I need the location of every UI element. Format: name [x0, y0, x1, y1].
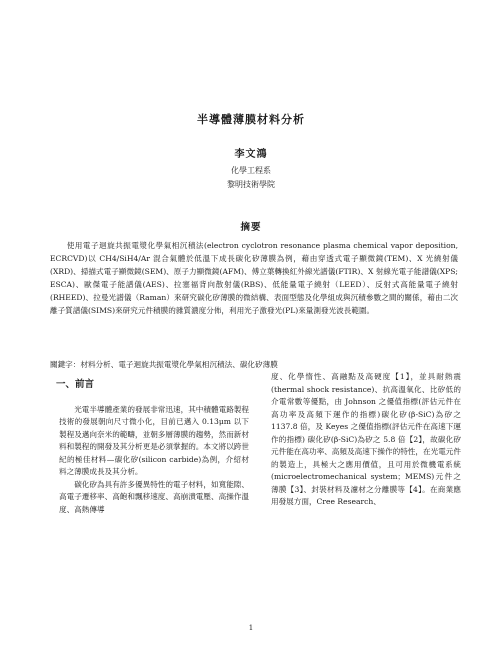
intro-paragraph-2: 碳化矽為具有許多優異特性的電子材料，如寬能隙、高電子遷移率、高飽和飄移速度、高崩潰電壓、高操作溫度、高熱傳導: [59, 479, 249, 514]
section-heading-introduction: 一、前言: [56, 379, 95, 390]
left-column: [56, 371, 249, 516]
paper-title: 半導體薄膜材料分析: [197, 113, 305, 126]
abstract-text: 使用電子迴旋共振電漿化學氣相沉積法(electron cyclotron resonance plasma chemical vapor deposition, ECRCVD)以 CH4/SiH4/Ar 混合氣體於低溫下成長碳化矽薄膜為例，藉由穿透式電子顯微鏡(TEM)、X 光繞射儀(XRD)、掃描式電子顯微鏡(SEM)、原子力顯微鏡(AFM)、傅立葉轉換紅外線光譜儀(FTIR)、X 射線光電子能譜儀(XPS; ESCA)、歐傑電子能譜儀(AES)、拉塞福背向散射儀(RBS)、低能量電子繞射（LEED）、反射式高能量電子繞射(RHEED)、拉曼光譜儀（Raman）來研究碳化矽薄膜的微結構、表面型態及化學組成與沉積參數之間的關係，藉由二次離子質譜儀(SIMS)來研究元件積膜的雜質濃度分佈，利用光子激發光(PL)來量測發光波長範圍。: [50, 241, 458, 316]
author-department: 化學工程系: [231, 166, 271, 175]
page-number: 1: [248, 624, 254, 632]
intro-continuation: 度、化學惰性、高融點及高硬度【1】，並具耐熱震(thermal shock resistance)、抗高溫氧化、比矽低的介電常數等優點，由 Johnson 之優值指標(評估元件在高功率及高頻下運作的指標)碳化矽(β-SiC)為矽之 1137.8 倍，及 Keyes 之優值指標(評估元件在高速下運作的指標) 碳化矽(β-SiC)為矽之 5.8 倍【2】，故碳化矽元件能在高功率、高頻及高速下操作的特性，在光電元件的製造上，具極大之應用價值，且可用於微機電系統(microelectromechanical system；MEMS)元件之薄膜【3】、封裝材料及濾材之分離膜等【4】。在商業應用發展方面，Cree Research、: [271, 372, 461, 506]
keywords: 關鍵字：材料分析、電子迴旋共振電漿化學氣相沉積法、碳化矽薄膜: [50, 360, 278, 369]
intro-paragraph-1: 光電半導體產業的發展非常迅速，其中積體電路製程技術的發展朝向尺寸微小化，目前已邁入 0.13μm 以下製程及邁向奈米的範疇，並朝多層薄膜的趨勢，然而新材料和製程的開發及其分析更是必須掌握的。本文將以跨世紀的極佳材料—碳化矽(silicon carbide)為例，介紹材料之薄膜成長及其分析。: [59, 404, 249, 476]
author-name: 李文鴻: [234, 149, 268, 160]
abstract-heading: 摘要: [240, 222, 262, 233]
author-institution: 黎明技術學院: [227, 180, 275, 189]
right-column: [271, 371, 461, 509]
